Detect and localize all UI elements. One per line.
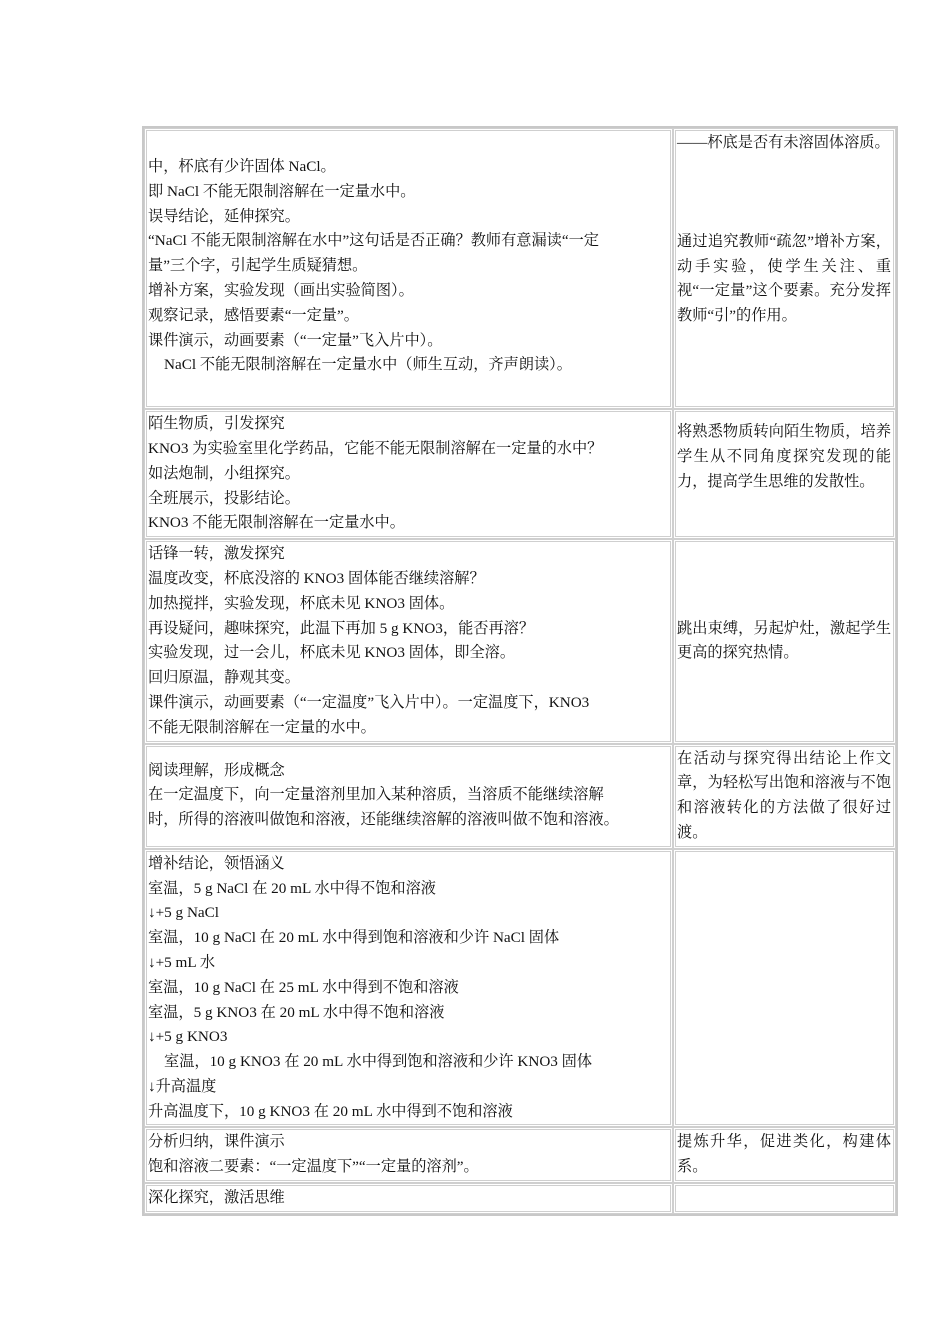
table-row	[144, 128, 896, 409]
text-line: 中，杯底有少许固体 NaCl。	[148, 158, 336, 175]
text-line: 深化探究，激活思维	[148, 1189, 285, 1207]
intent-cell	[673, 409, 896, 539]
text-line: 课件演示，动画要素（“一定量”飞入片中）。	[148, 331, 443, 349]
table-row	[144, 849, 896, 1128]
process-cell	[144, 128, 673, 409]
text-line: KNO3 为实验室里化学药品，它能不能无限制溶解在一定量的水中？	[148, 439, 603, 457]
text-line: 室温，5 g NaCl 在 20 mL 水中得不饱和溶液	[148, 879, 436, 897]
process-cell	[144, 1183, 673, 1214]
text-line: ↓+5 mL 水	[148, 953, 216, 971]
intent-text: 在活动与探究得出结论上作文章，为轻松写出饱和溶液与不饱和溶液转化的方法做了很好过渡。	[677, 749, 891, 841]
intent-cell	[673, 1183, 896, 1214]
lesson-table	[142, 126, 898, 1216]
text-line: 误导结论，延伸探究。	[148, 207, 300, 225]
text-line: 增补方案，实验发现（画出实验简图）。	[148, 281, 414, 299]
text-line: 实验发现，过一会儿，杯底未见 KNO3 固体，即全溶。	[148, 644, 516, 662]
text-line: 全班展示，投影结论。	[148, 489, 300, 507]
text-line: 室温，10 g KNO3 在 20 mL 水中得到饱和溶液和少许 KNO3 固体	[164, 1053, 593, 1071]
process-cell	[144, 744, 673, 849]
process-cell	[144, 849, 673, 1128]
text-line: 温度改变，杯底没溶的 KNO3 固体能否继续溶解？	[148, 569, 485, 587]
text-line: “NaCl 不能无限制溶解在水中”这句话是否正确？教师有意漏读“一定	[148, 232, 599, 250]
text-line: 室温，10 g NaCl 在 20 mL 水中得到饱和溶液和少许 NaCl 固体	[148, 929, 560, 947]
table-row	[144, 409, 896, 539]
intent-text: 跳出束缚，另起炉灶，激起学生更高的探究热情。	[677, 619, 891, 662]
text-line: 饱和溶液二要素：“一定温度下”“一定量的溶剂”。	[148, 1158, 479, 1176]
intent-cell	[673, 849, 896, 1128]
text-line: ↓+5 g KNO3	[148, 1028, 228, 1046]
text-line: ↓+5 g NaCl	[148, 904, 219, 922]
text-line: 增补结论，领悟涵义	[148, 854, 285, 872]
text-line: 量”三个字，引起学生质疑猜想。	[148, 257, 368, 275]
intent-cell	[673, 1127, 896, 1183]
intent-text: 将熟悉物质转向陌生物质，培养学生从不同角度探究发现的能力，提高学生思维的发散性。	[677, 423, 891, 490]
table-row	[144, 1183, 896, 1214]
process-cell	[144, 1127, 673, 1183]
process-cell	[144, 409, 673, 539]
text-line: 升高温度下，10 g KNO3 在 20 mL 水中得到不饱和溶液	[148, 1102, 513, 1120]
intent-cell	[673, 128, 896, 409]
text-line: NaCl 不能无限制溶解在一定量水中（师生互动，齐声朗读）。	[164, 356, 572, 374]
intent-cell	[673, 539, 896, 743]
text-line: ↓升高温度	[148, 1077, 217, 1095]
intent-text: ——杯底是否有未溶固体溶质。	[677, 134, 890, 151]
text-line: 室温，5 g KNO3 在 20 mL 水中得不饱和溶液	[148, 1003, 445, 1021]
text-line: 加热搅拌，实验发现，杯底未见 KNO3 固体。	[148, 594, 455, 612]
intent-text: 提炼升华，促进类化，构建体系。	[677, 1133, 891, 1176]
text-line: 即 NaCl 不能无限制溶解在一定量水中。	[148, 182, 416, 200]
text-line: 如法炮制，小组探究。	[148, 464, 300, 482]
text-line: 阅读理解，形成概念	[148, 761, 285, 779]
text-line: 室温，10 g NaCl 在 25 mL 水中得到不饱和溶液	[148, 978, 459, 996]
text-line: 在一定温度下，向一定量溶剂里加入某种溶质，当溶质不能继续溶解	[148, 786, 604, 804]
intent-text: 通过追究教师“疏忽”增补方案，动手实验，使学生关注、重视“一定量”这个要素。充分发挥教师“引”的作用。	[677, 232, 891, 325]
text-line: 陌生物质，引发探究	[148, 415, 285, 433]
text-line: 观察记录，感悟要素“一定量”。	[148, 306, 359, 324]
text-line: 课件演示，动画要素（“一定温度”飞入片中）。一定温度下，KNO3	[148, 693, 590, 711]
text-line: 回归原温，静观其变。	[148, 669, 300, 687]
table-row	[144, 539, 896, 743]
text-line: 分析归纳，课件演示	[148, 1133, 285, 1151]
text-line: 不能无限制溶解在一定量的水中。	[148, 718, 376, 736]
intent-cell	[673, 744, 896, 849]
table-row	[144, 744, 896, 849]
text-line: 话锋一转，激发探究	[148, 545, 285, 563]
text-line: 时，所得的溶液叫做饱和溶液，还能继续溶解的溶液叫做不饱和溶液。	[148, 811, 619, 829]
table-row	[144, 1127, 896, 1183]
text-line: 再设疑问，趣味探究，此温下再加 5 g KNO3，能否再溶？	[148, 619, 535, 637]
process-cell	[144, 539, 673, 743]
text-line: KNO3 不能无限制溶解在一定量水中。	[148, 514, 405, 532]
